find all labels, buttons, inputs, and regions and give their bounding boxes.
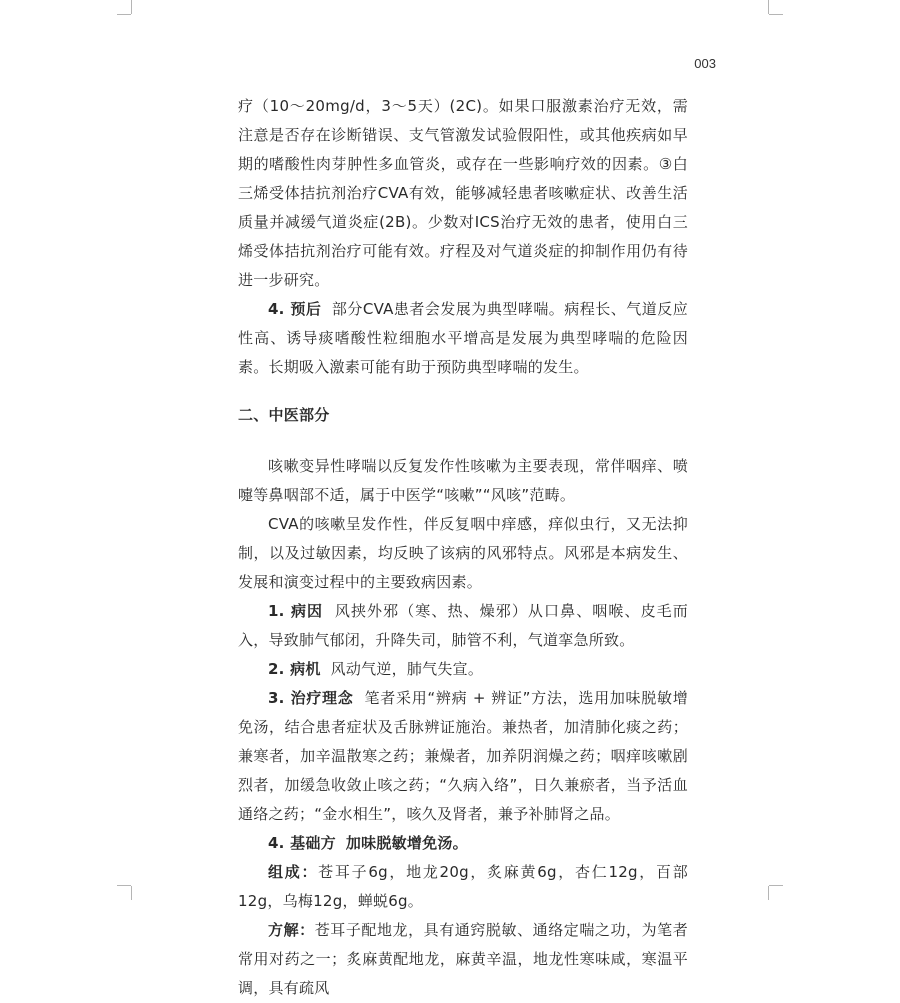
treatment-label: 3. 治疗理念 xyxy=(268,689,354,707)
explanation-label: 方解： xyxy=(268,921,315,939)
etiology-text: 风挟外邪（寒、热、燥邪）从口鼻、咽喉、皮毛而入，导致肺气郁闭，升降失司，肺管不利，气道挛急所致。 xyxy=(238,602,688,649)
explanation-text: 苍耳子配地龙，具有通窍脱敏、通络定喘之功，为笔者常用对药之一；炙麻黄配地龙，麻黄辛温，地龙性寒味咸，寒温平调，具有疏风 xyxy=(238,921,688,997)
crop-mark xyxy=(131,886,132,900)
page-body xyxy=(238,92,688,1003)
crop-mark xyxy=(769,885,783,886)
prognosis-label: 4. 预后 xyxy=(268,300,322,318)
crop-mark xyxy=(768,886,769,900)
tcm-intro-paragraph: 咳嗽变异性哮喘以反复发作性咳嗽为主要表现，常伴咽痒、喷嚏等鼻咽部不适，属于中医学“咳嗽”“风咳”范畴。 xyxy=(238,457,688,504)
formula-name: 加味脱敏增免汤。 xyxy=(345,834,468,852)
composition-label: 组成： xyxy=(268,863,319,881)
crop-mark xyxy=(117,885,131,886)
etiology-paragraph xyxy=(238,597,688,655)
section-title: 二、中医部分 xyxy=(238,406,330,424)
pathogenesis-label: 2. 病机 xyxy=(268,660,321,678)
page-number: 003 xyxy=(694,56,716,71)
crop-mark xyxy=(768,0,769,14)
formula-label: 4. 基础方 xyxy=(268,834,336,852)
treatment-text: 笔者采用“辨病 + 辨证”方法，选用加味脱敏增免汤，结合患者症状及舌脉辨证施治。兼热者，加清肺化痰之药；兼寒者，加辛温散寒之药；兼燥者，加养阴润燥之药；咽痒咳嗽剧烈者，加缓急收敛止咳之药；“久病入络”，日久兼瘀者，当予活血通络之药；“金水相生”，咳久及肾者，兼予补肺肾之品。 xyxy=(238,689,688,823)
pathogenesis-paragraph xyxy=(238,655,688,684)
composition-paragraph xyxy=(238,858,688,916)
crop-mark xyxy=(117,14,131,15)
composition-text: 苍耳子6g，地龙20g，炙麻黄6g，杏仁12g，百部12g，乌梅12g，蝉蜕6g。 xyxy=(238,863,688,910)
continued-paragraph: 疗（10～20mg/d，3～5天）(2C)。如果口服激素治疗无效，需注意是否存在诊断错误、支气管激发试验假阳性，或其他疾病如早期的嗜酸性肉芽肿性多血管炎，或存在一些影响疗效的因素。③白三烯受体拮抗剂治疗CVA有效，能够减轻患者咳嗽症状、改善生活质量并减缓气道炎症(2B)。少数对ICS治疗无效的患者，使用白三烯受体拮抗剂治疗可能有效。疗程及对气道炎症的抑制作用仍有待进一步研究。 xyxy=(238,97,688,289)
etiology-label: 1. 病因 xyxy=(268,602,324,620)
explanation-paragraph xyxy=(238,916,688,1003)
pathogenesis-text: 风动气逆，肺气失宣。 xyxy=(330,660,484,678)
prognosis-text: 部分CVA患者会发展为典型哮喘。病程长、气道反应性高、诱导痰嗜酸性粒细胞水平增高是发展为典型哮喘的危险因素。长期吸入激素可能有助于预防典型哮喘的发生。 xyxy=(238,300,688,376)
prognosis-paragraph xyxy=(238,295,688,382)
crop-mark xyxy=(769,14,783,15)
formula-paragraph xyxy=(238,829,688,858)
treatment-paragraph xyxy=(238,684,688,829)
crop-mark xyxy=(131,0,132,14)
tcm-features-paragraph: CVA的咳嗽呈发作性，伴反复咽中痒感，痒似虫行，又无法抑制，以及过敏因素，均反映了该病的风邪特点。风邪是本病发生、发展和演变过程中的主要致病因素。 xyxy=(238,515,688,591)
